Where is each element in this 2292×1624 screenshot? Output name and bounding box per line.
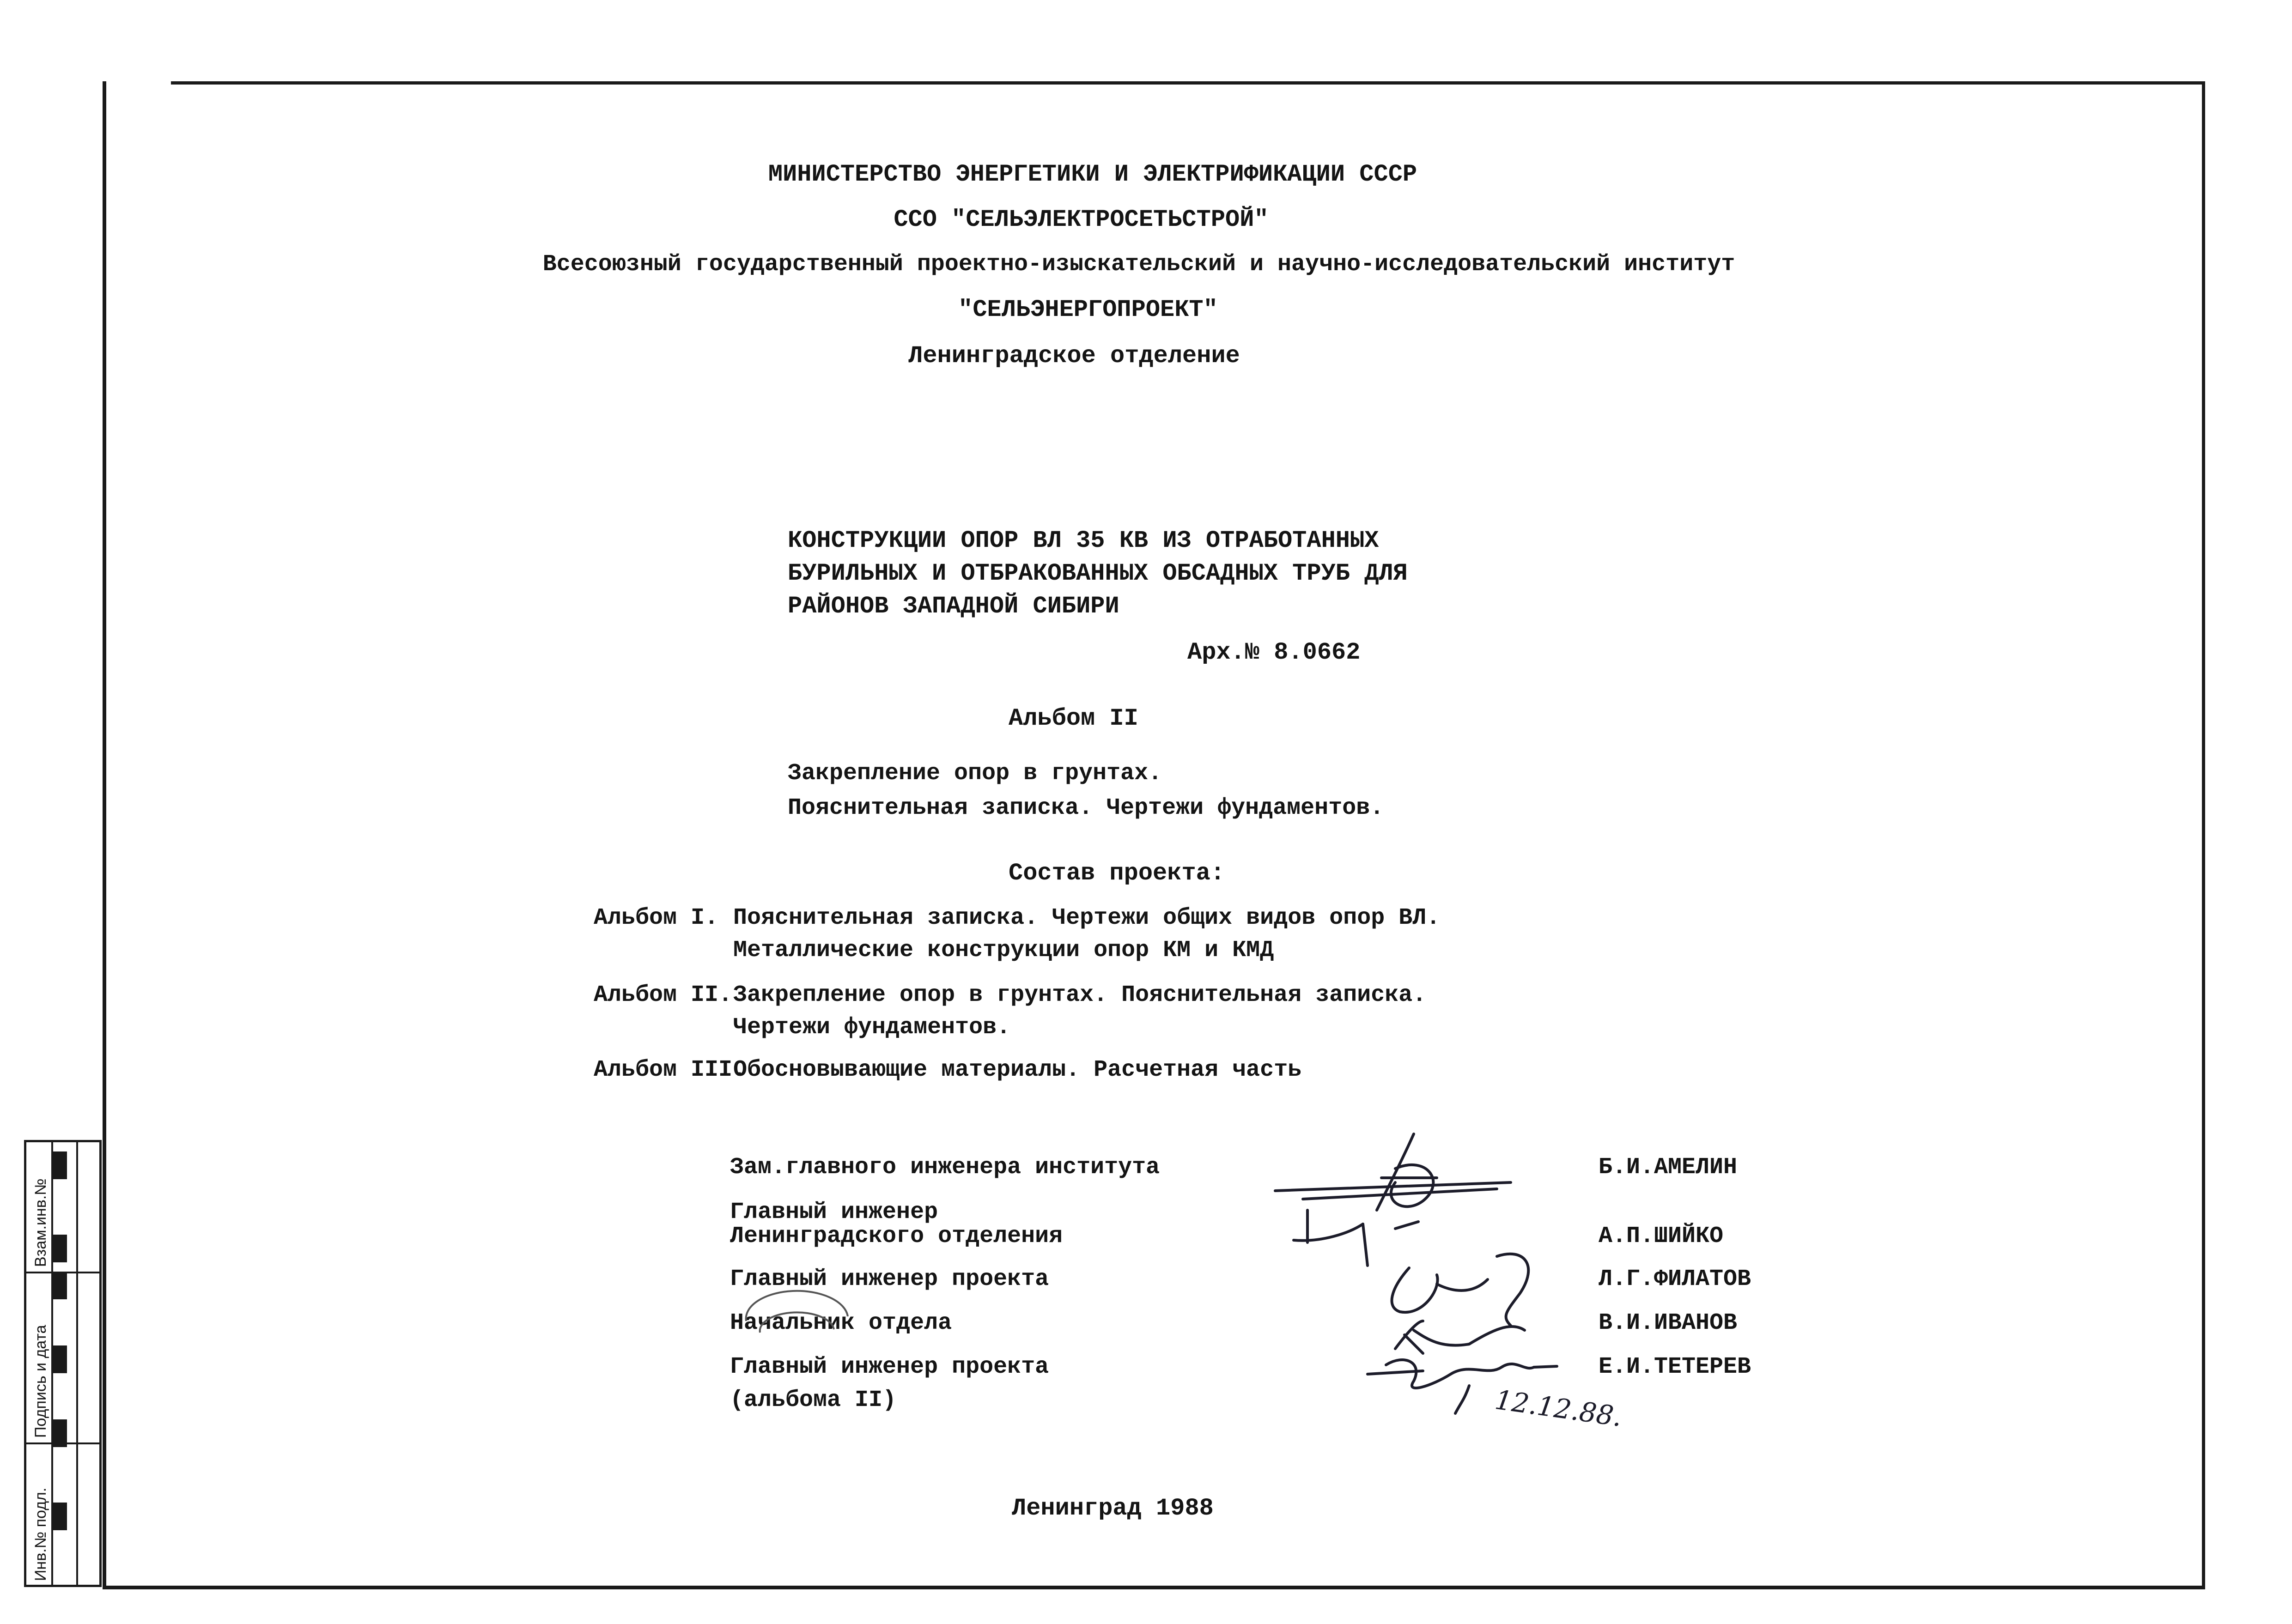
- approval-name: Е.И.ТЕТЕРЕВ: [1599, 1354, 1751, 1380]
- stamp-field-signature-date: Подпись и дата: [32, 1325, 49, 1438]
- stamp-mark: [53, 1151, 67, 1179]
- approval-name: А.П.ШИЙКО: [1599, 1223, 1724, 1249]
- institute-description: Всесоюзный государственный проектно-изыскательский и научно-исследовательский институт: [542, 251, 1735, 278]
- approval-position-title: Главный инженер: [730, 1199, 938, 1225]
- ministry-title: МИНИСТЕРСТВО ЭНЕРГЕТИКИ И ЭЛЕКТРИФИКАЦИИ СССР: [768, 161, 1417, 188]
- city-year: Ленинград 1988: [1012, 1495, 1214, 1522]
- composition-item-label: Альбом III.: [594, 1057, 747, 1083]
- composition-item-label: Альбом II.: [594, 982, 733, 1008]
- institute-name: "СЕЛЬЭНЕРГОПРОЕКТ": [958, 296, 1218, 323]
- project-title-line-1: КОНСТРУКЦИИ ОПОР ВЛ 35 КВ ИЗ ОТРАБОТАННЫХ: [788, 527, 1379, 554]
- approval-name: Л.Г.ФИЛАТОВ: [1599, 1266, 1751, 1292]
- composition-item-line: Обосновывающие материалы. Расчетная часть: [733, 1057, 1302, 1083]
- stamp-column-divider: [76, 1142, 78, 1585]
- binding-stamp: [24, 1140, 102, 1587]
- stamp-field-replacement-inventory: Взам.инв.№: [32, 1178, 49, 1267]
- album-description-line-2: Пояснительная записка. Чертежи фундаментов.: [788, 795, 1384, 821]
- association-name: ССО "СЕЛЬЭЛЕКТРОСЕТЬСТРОЙ": [894, 206, 1269, 233]
- composition-item-line: Закрепление опор в грунтах. Пояснительная записка.: [733, 982, 1427, 1008]
- album-description-line-1: Закрепление опор в грунтах.: [788, 760, 1162, 787]
- signature-ivanov: [1395, 1321, 1525, 1353]
- composition-heading: Состав проекта:: [1009, 860, 1225, 887]
- stamp-field-original-inventory: Инв.№ подл.: [32, 1487, 49, 1581]
- approval-name: В.И.ИВАНОВ: [1599, 1310, 1738, 1336]
- signature-date: 12.12.88.: [1493, 1384, 1624, 1433]
- composition-item-line: Металлические конструкции опор КМ и КМД: [733, 937, 1274, 963]
- composition-item-line: Пояснительная записка. Чертежи общих видов опор ВЛ.: [733, 905, 1441, 931]
- project-title-line-3: РАЙОНОВ ЗАПАДНОЙ СИБИРИ: [788, 593, 1119, 620]
- approval-position-title: Главный инженер проекта: [730, 1266, 1049, 1292]
- stamp-mark: [53, 1345, 67, 1373]
- album-label: Альбом II: [1009, 705, 1138, 732]
- branch-name: Ленинградское отделение: [908, 342, 1240, 370]
- composition-item-line: Чертежи фундаментов.: [733, 1014, 1011, 1041]
- stamp-mark: [53, 1235, 67, 1262]
- archive-number: Арх.№ 8.0662: [1187, 639, 1361, 666]
- stamp-mark: [53, 1272, 67, 1299]
- seal-stamp: [746, 1291, 848, 1333]
- stamp-mark: [53, 1419, 67, 1447]
- signature-filatov: [1392, 1254, 1529, 1326]
- signature-shiyko: [1294, 1210, 1418, 1266]
- approval-position-title: Главный инженер проекта: [730, 1354, 1049, 1380]
- composition-item-label: Альбом I.: [594, 905, 719, 931]
- approval-name: Б.И.АМЕЛИН: [1599, 1154, 1738, 1181]
- approval-position-title: Ленинградского отделения: [730, 1223, 1063, 1249]
- project-title-line-2: БУРИЛЬНЫХ И ОТБРАКОВАННЫХ ОБСАДНЫХ ТРУБ ДЛЯ: [788, 560, 1408, 587]
- approval-position-title: Начальник отдела: [730, 1310, 952, 1336]
- approval-position-title: Зам.главного инженера института: [730, 1154, 1160, 1181]
- approval-position-title: (альбома II): [730, 1387, 897, 1413]
- signature-amelin: [1275, 1134, 1511, 1210]
- stamp-mark: [53, 1503, 67, 1530]
